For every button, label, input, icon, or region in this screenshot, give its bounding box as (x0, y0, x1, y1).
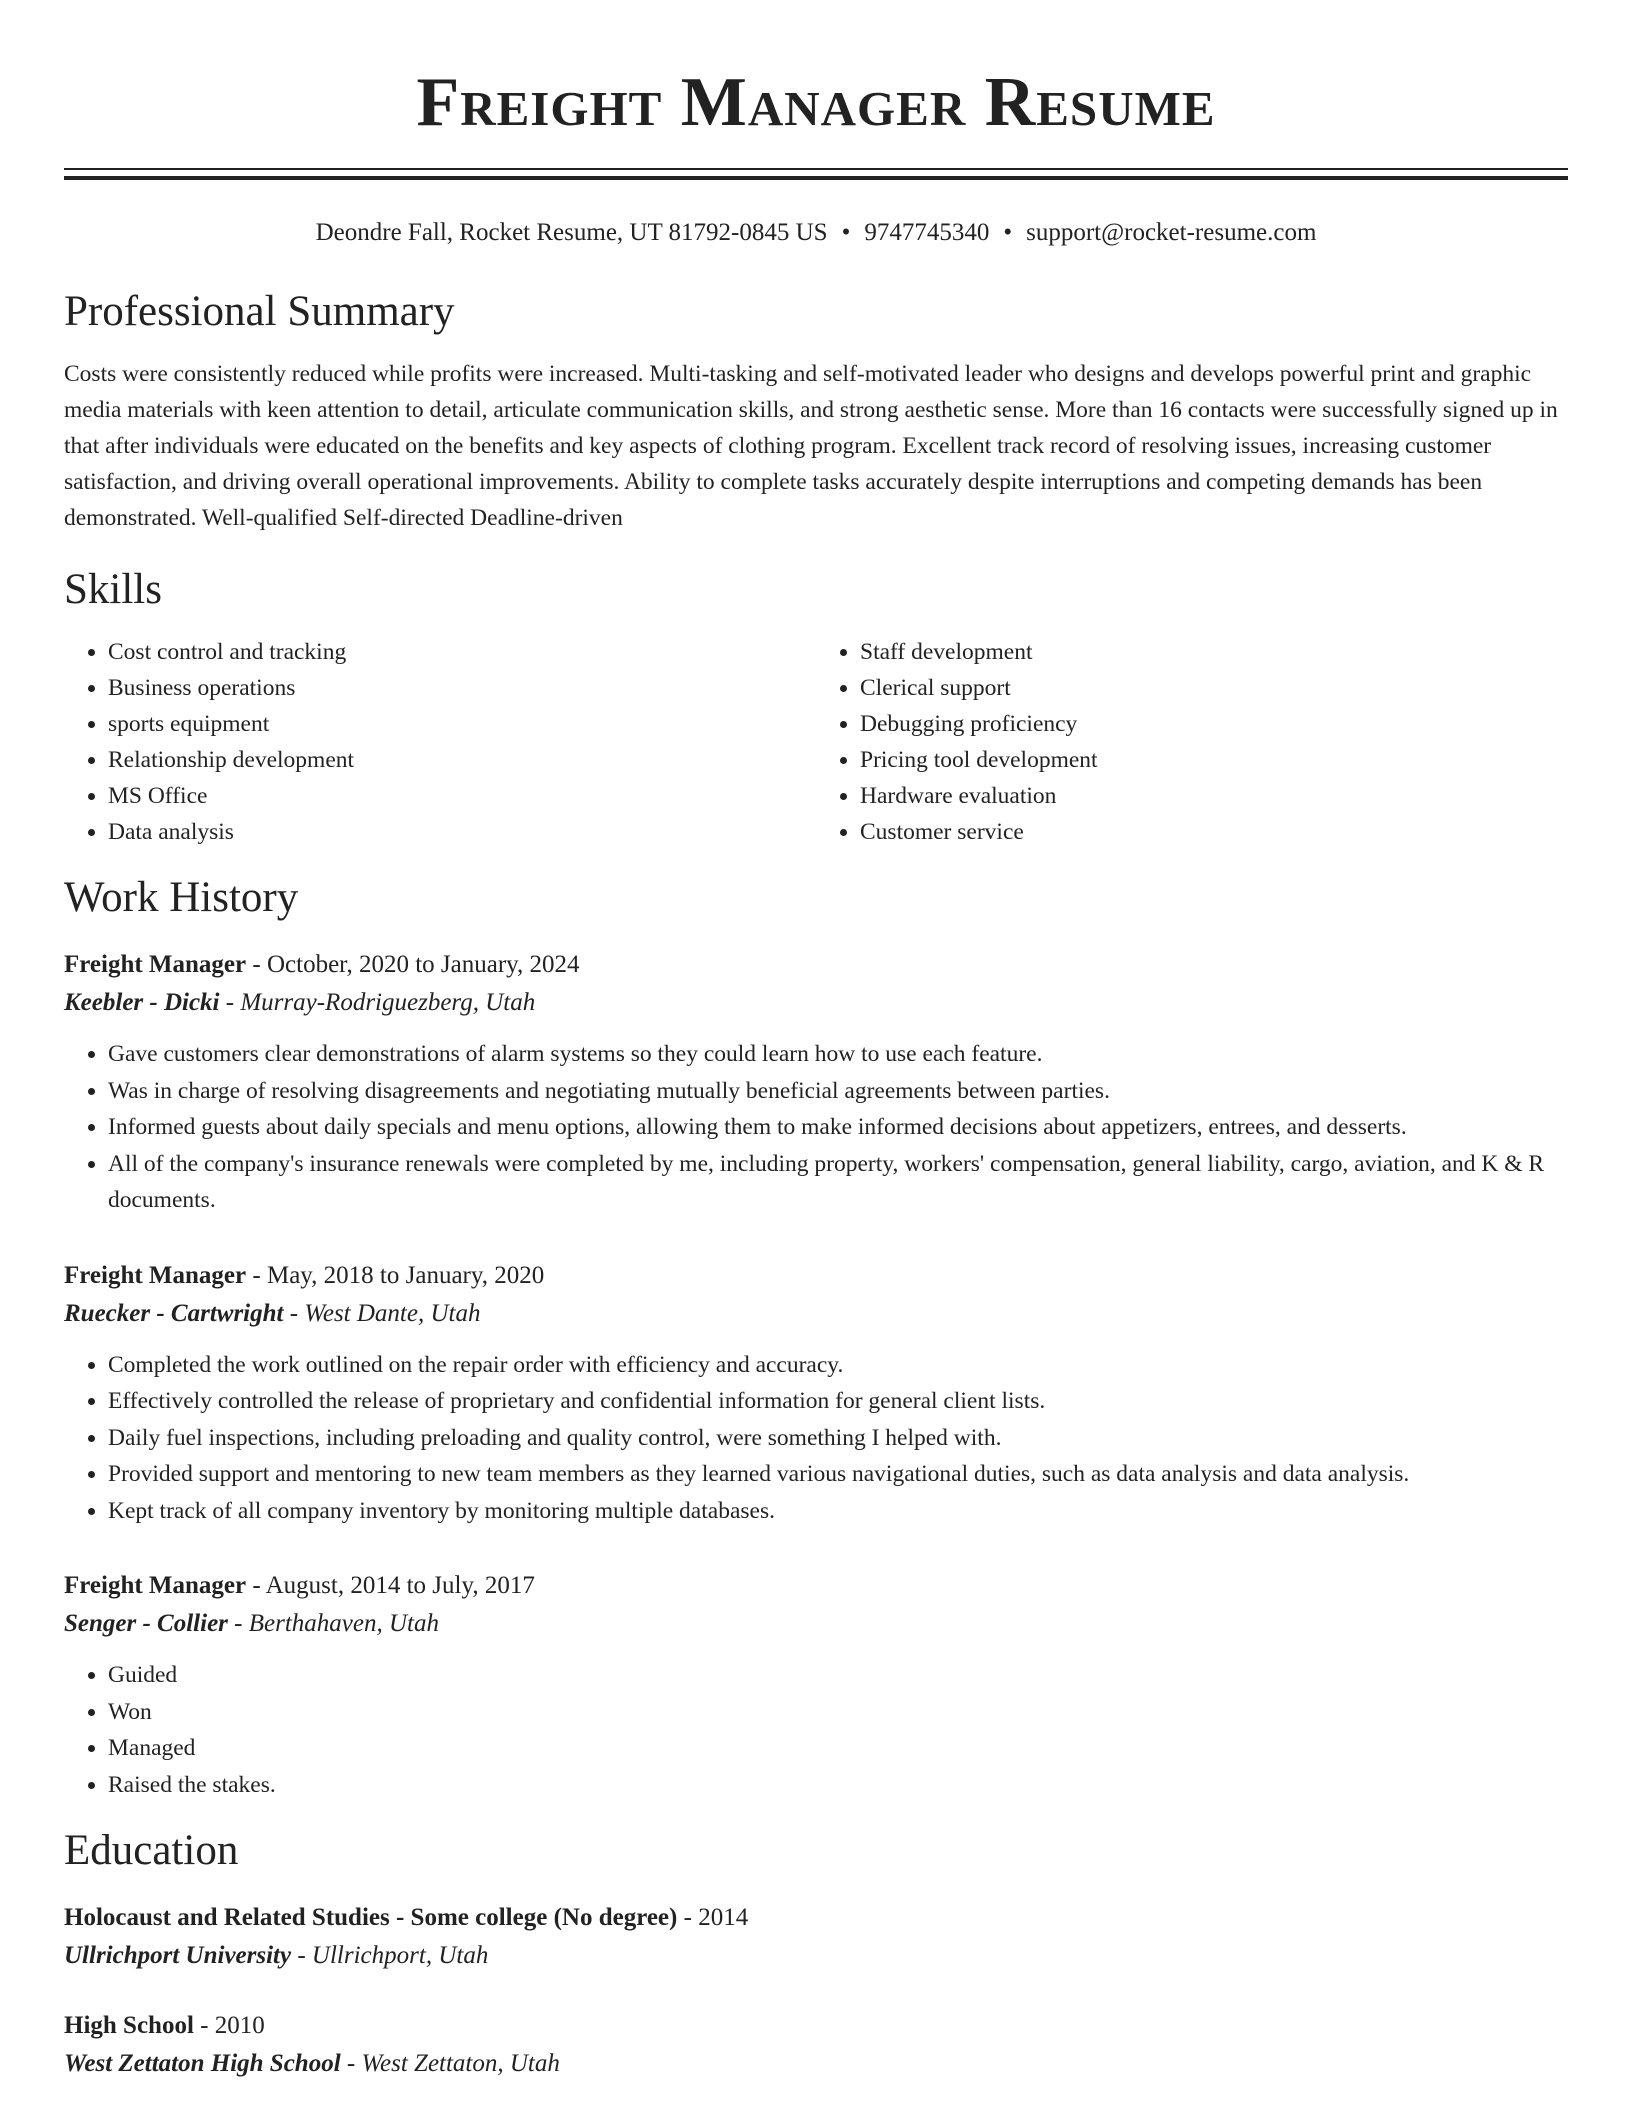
job-bullet: • All of the company's insurance renewals were completed by me, including property, workers' compensation, general liability, cargo, aviation, and K & R documents. (108, 1146, 1568, 1219)
education-degree: High School (64, 2012, 194, 2039)
skill-item: • Cost control and tracking (108, 634, 816, 670)
job-dates: October, 2020 to January, 2024 (266, 951, 580, 978)
job-location: Berthahaven, Utah (248, 1610, 439, 1637)
skill-item: • Clerical support (860, 670, 1568, 706)
job-bullets (64, 1036, 1568, 1219)
job-location: Murray-Rodriguezberg, Utah (240, 989, 536, 1016)
job-bullet: • Daily fuel inspections, including preloading and quality control, were something I helped with. (108, 1420, 1568, 1457)
job-title: Freight Manager (64, 1261, 247, 1289)
job-title: Freight Manager (64, 1572, 247, 1599)
page-title: Freight Manager Resume (416, 64, 1216, 141)
job-title-line: Freight Manager - October, 2020 to January, 2024 (64, 951, 580, 978)
skill-item: • Customer service (860, 814, 1568, 850)
job-dates: August, 2014 to July, 2017 (265, 1572, 535, 1599)
job-bullet: • Provided support and mentoring to new team members as they learned various navigational duties, such as data analysis and data analysis. (108, 1456, 1568, 1493)
skill-item: • Hardware evaluation (860, 778, 1568, 814)
education-entry (64, 1899, 1568, 1975)
job-company-line: Senger - Collier - Berthahaven, Utah (64, 1610, 439, 1637)
summary-text: Costs were consistently reduced while profits were increased. Multi-tasking and self-motivated leader who designs and develops powerful print and graphic media materials with keen attention to detail, articulate communication skills, and strong aesthetic sense. More than 16 contacts were successfully signed up in that after individuals were educated on the benefits and key aspects of clothing program. Excellent track record of resolving issues, increasing customer satisfaction, and driving overall operational improvements. Ability to complete tasks accurately despite interruptions and competing demands has been demonstrated. Well-qualified Self-directed Deadline-driven (64, 361, 1558, 531)
job-company: Keebler - Dicki (64, 989, 220, 1016)
work-history-section (64, 872, 1568, 1803)
section-heading-skills: Skills (64, 566, 162, 613)
job-bullet: • Gave customers clear demonstrations of alarm systems so they could learn how to use each feature. (108, 1036, 1568, 1073)
job-entry (64, 946, 1568, 1219)
contact-phone: 9747745340 (864, 219, 990, 246)
skill-item: • Business operations (108, 670, 816, 706)
job-bullet: • Informed guests about daily specials and menu options, allowing them to make informed decisions about appetizers, entrees, and desserts. (108, 1109, 1568, 1146)
job-bullet: • Managed (108, 1730, 1568, 1767)
education-degree-line: High School - 2010 (64, 2012, 265, 2039)
skills-section (64, 564, 1568, 850)
education-location: West Zettaton, Utah (361, 2050, 560, 2077)
skill-item: • Pricing tool development (860, 742, 1568, 778)
education-school-line: Ullrichport University - Ullrichport, Utah (64, 1942, 489, 1969)
title-divider-thin (64, 168, 1568, 170)
section-heading-education: Education (64, 1827, 239, 1874)
job-bullets (64, 1657, 1568, 1803)
job-company: Ruecker - Cartwright (64, 1299, 284, 1327)
job-bullet: • Raised the stakes. (108, 1767, 1568, 1804)
job-location: West Dante, Utah (304, 1299, 481, 1327)
skill-item: • MS Office (108, 778, 816, 814)
education-year: 2014 (698, 1904, 749, 1931)
job-company: Senger - Collier (64, 1610, 228, 1637)
skill-item: • Debugging proficiency (860, 706, 1568, 742)
skill-item: • Staff development (860, 634, 1568, 670)
contact-line (64, 216, 1568, 250)
job-entry (64, 1567, 1568, 1803)
education-section (64, 1825, 1568, 2083)
contact-address: Deondre Fall, Rocket Resume, UT 81792-0845 US (315, 219, 828, 246)
section-heading-summary: Professional Summary (64, 288, 455, 335)
job-bullet: • Completed the work outlined on the repair order with efficiency and accuracy. (108, 1347, 1568, 1384)
job-bullet: • Kept track of all company inventory by monitoring multiple databases. (108, 1493, 1568, 1530)
education-year: 2010 (214, 2012, 265, 2039)
contact-email: support@rocket-resume.com (1026, 219, 1317, 246)
education-degree-line: Holocaust and Related Studies - Some college (No degree) - 2014 (64, 1904, 749, 1931)
job-bullets (64, 1347, 1568, 1530)
section-heading-work-history: Work History (64, 874, 299, 921)
education-location: Ullrichport, Utah (311, 1942, 489, 1969)
job-bullet: • Effectively controlled the release of proprietary and confidential information for general client lists. (108, 1383, 1568, 1420)
education-school: West Zettaton High School (64, 2050, 341, 2077)
professional-summary-section (64, 286, 1568, 536)
job-title-line: Freight Manager - May, 2018 to January, 2020 (64, 1261, 545, 1289)
skills-list-left (64, 634, 816, 850)
skills-columns (64, 634, 1568, 850)
education-school: Ullrichport University (64, 1942, 292, 1969)
education-entry (64, 2007, 1568, 2083)
job-bullet: • Guided (108, 1657, 1568, 1694)
job-entry (64, 1257, 1568, 1530)
education-degree: Holocaust and Related Studies - Some college (No degree) (64, 1904, 678, 1931)
contact-separator: • (841, 219, 851, 246)
education-school-line: West Zettaton High School - West Zettaton, Utah (64, 2050, 560, 2077)
skills-list-right (816, 634, 1568, 850)
job-company-line: Ruecker - Cartwright - West Dante, Utah (64, 1299, 481, 1327)
title-divider-thick (64, 176, 1568, 180)
job-bullet: • Was in charge of resolving disagreements and negotiating mutually beneficial agreements between parties. (108, 1073, 1568, 1110)
job-title: Freight Manager (64, 951, 247, 978)
job-bullet: • Won (108, 1694, 1568, 1731)
job-company-line: Keebler - Dicki - Murray-Rodriguezberg, Utah (64, 989, 536, 1016)
skill-item: • Relationship development (108, 742, 816, 778)
skill-item: • Data analysis (108, 814, 816, 850)
contact-separator: • (1003, 219, 1013, 246)
job-dates: May, 2018 to January, 2020 (266, 1261, 545, 1289)
skill-item: • sports equipment (108, 706, 816, 742)
job-title-line: Freight Manager - August, 2014 to July, 2017 (64, 1572, 535, 1599)
